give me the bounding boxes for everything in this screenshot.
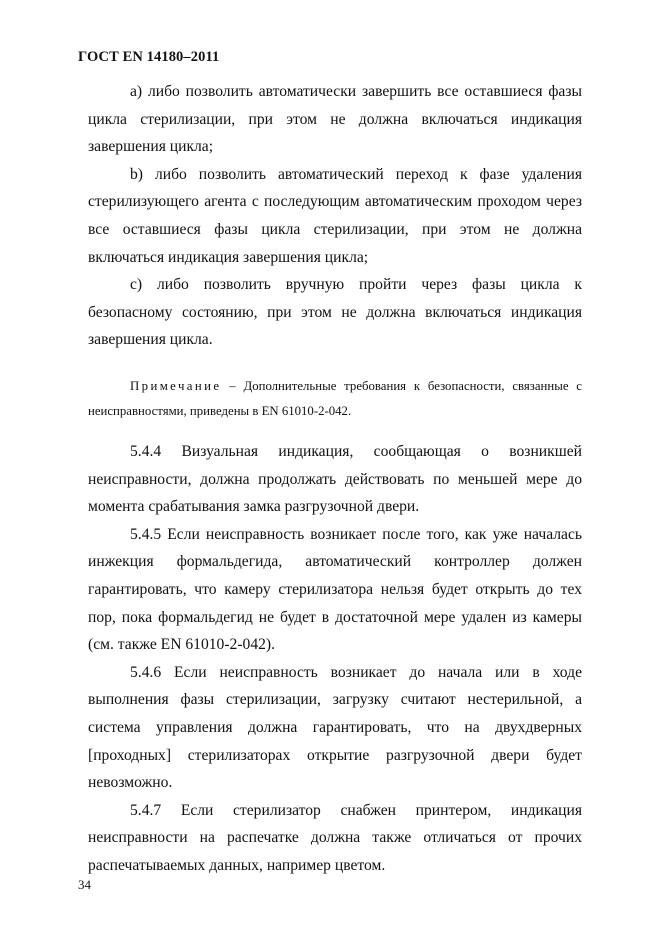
note-block: [88, 374, 582, 424]
section-5-4-5: 5.4.5 Если неисправность возникает после того, как уже началась инжекция формальдегида, автоматический контроллер должен гарантировать, что камеру стерилизатора нельзя будет открыть до тех пор, пока формальдегид не будет в достаточной мере удален из камеры (см. также EN 61010-2-042).: [88, 525, 582, 654]
page-number: 34: [78, 877, 91, 892]
sections-block: [88, 438, 582, 880]
section-5-4-6: 5.4.6 Если неисправность возникает до начала или в ходе выполнения фазы стерилизации, загрузку считают нестерильной, а система управления должна гарантировать, что на двухдверных [проходных] стерилизаторах открытие разгрузочной двери будет невозможно.: [88, 663, 582, 792]
list-item-b: b) либо позволить автоматический переход к фазе удаления стерилизующего агента с последующим автоматическим проходом через все оставшиеся фазы цикла стерилизации, при этом не должна включаться индикация завершения цикла;: [88, 165, 582, 266]
list-item-a: a) либо позволить автоматически завершить все оставшиеся фазы цикла стерилизации, при этом не должна включаться индикация завершения цикла;: [88, 83, 582, 156]
note-label: Примечание: [130, 379, 222, 393]
note-paragraph: [88, 374, 582, 424]
list-block: [88, 78, 582, 354]
standard-header: ГОСТ EN 14180–2011: [78, 49, 220, 65]
note-text: – Дополнительные требования к безопасности, связанные с неисправностями, приведены в EN 61010-2-042.: [88, 379, 582, 418]
list-item-c: c) либо позволить вручную пройти через фазы цикла к безопасному состоянию, при этом не должна включаться индикация завершения цикла.: [88, 276, 582, 349]
section-5-4-4: 5.4.4 Визуальная индикация, сообщающая о возникшей неисправности, должна продолжать действовать по меньшей мере до момента срабатывания замка разгрузочной двери.: [88, 443, 582, 516]
section-5-4-7: 5.4.7 Если стерилизатор снабжен принтером, индикация неисправности на распечатке должна также отличаться от прочих распечатываемых данных, например цветом.: [88, 801, 582, 874]
